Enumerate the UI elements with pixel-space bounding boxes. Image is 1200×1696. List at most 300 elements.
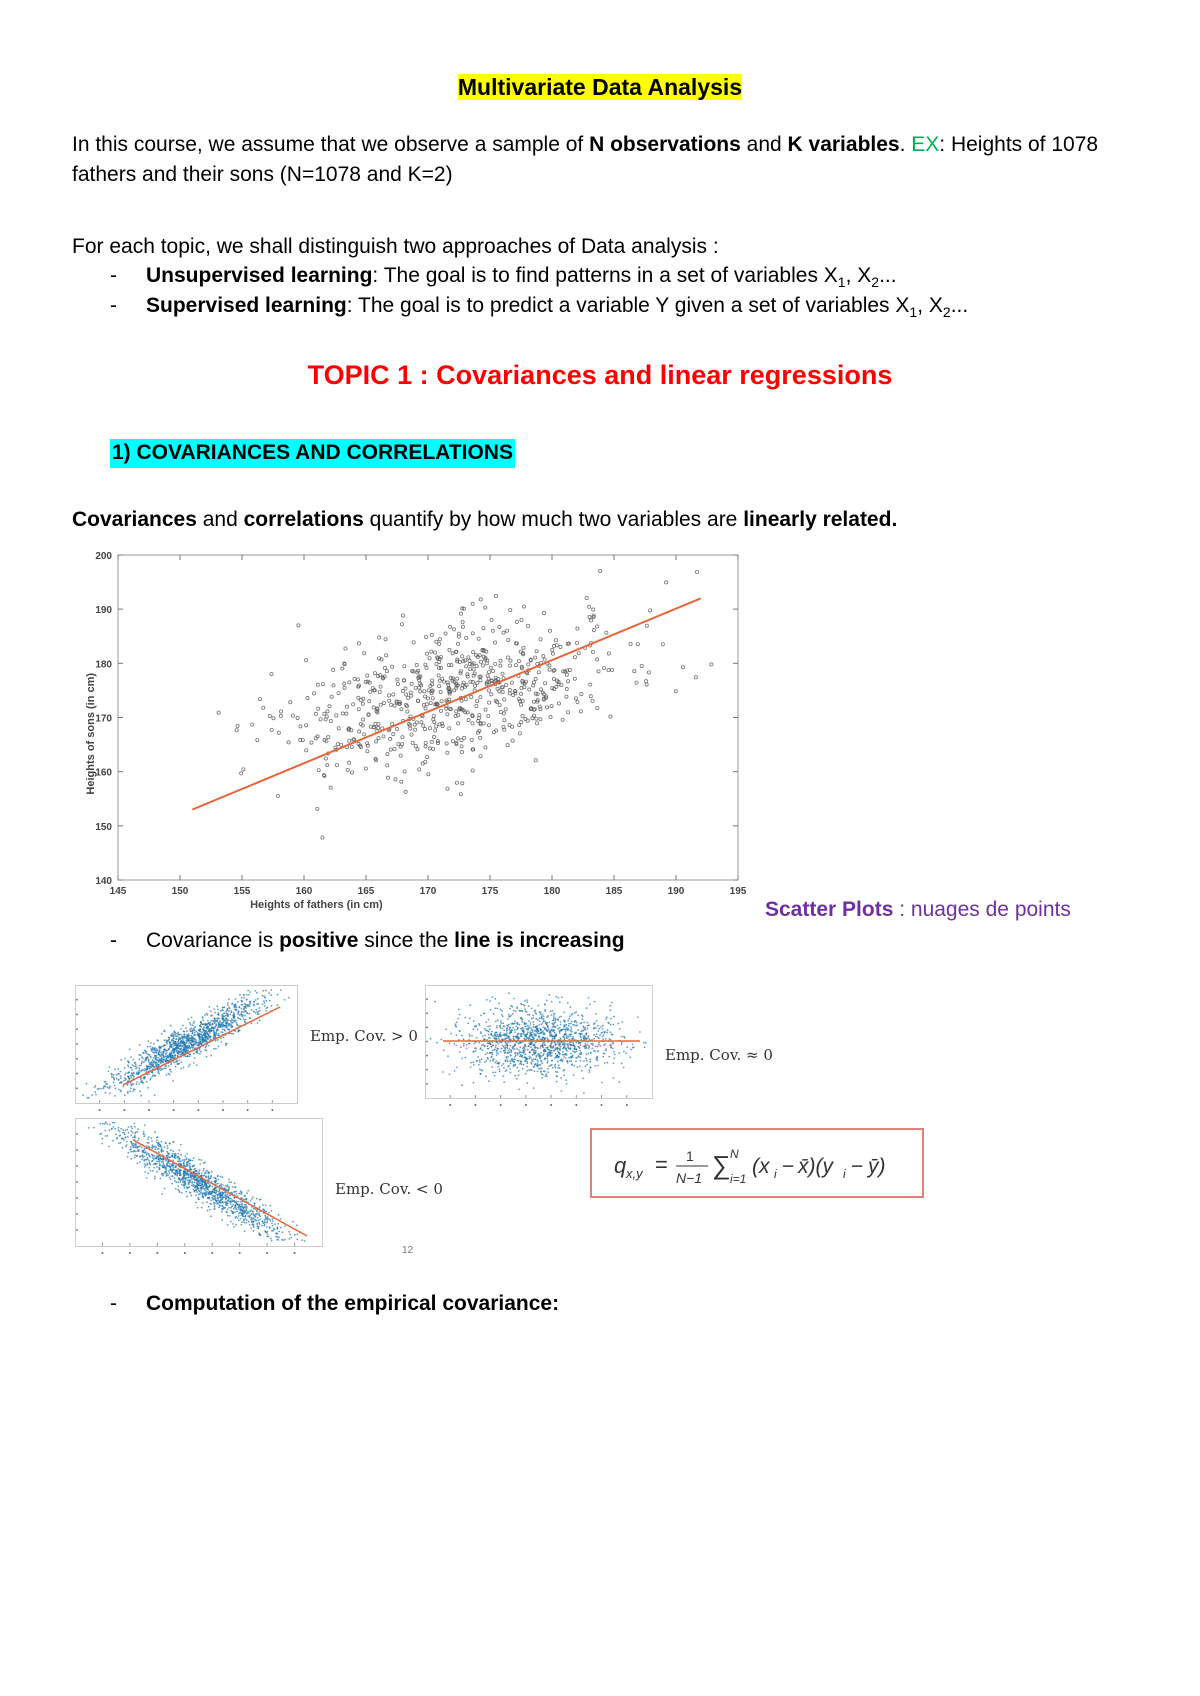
scatter-point — [184, 1034, 186, 1036]
scatter-point — [146, 1081, 148, 1083]
scatter-point — [137, 1067, 139, 1069]
scatter-point — [602, 1028, 604, 1030]
scatter-point — [508, 1050, 510, 1052]
scatter-point — [521, 1019, 523, 1021]
approaches-lead: For each topic, we shall distinguish two approaches of Data analysis : — [72, 235, 719, 258]
scatter-point — [145, 1052, 147, 1054]
scatter-point — [449, 1074, 451, 1076]
x-tick-label: 170 — [419, 886, 437, 897]
scatter-point — [216, 1190, 218, 1192]
scatter-point — [552, 1029, 554, 1031]
scatter-point — [524, 1044, 526, 1046]
tick-label — [266, 1252, 268, 1254]
scatter-point — [509, 1068, 511, 1070]
scatter-point — [559, 1027, 561, 1029]
scatter-point — [145, 1159, 147, 1161]
scatter-point — [125, 1072, 127, 1074]
scatter-point — [154, 1178, 156, 1180]
scatter-point — [165, 1166, 167, 1168]
scatter-point — [180, 1144, 182, 1146]
scatter-point — [198, 1041, 200, 1043]
scatter-point — [203, 1168, 205, 1170]
scatter-point — [202, 1024, 204, 1026]
scatter-point — [171, 1183, 173, 1185]
tick-label — [76, 1197, 78, 1199]
scatter-point — [588, 1071, 590, 1073]
scatter-point — [207, 1189, 209, 1191]
scatter-point — [529, 1024, 531, 1026]
scatter-point — [496, 1062, 498, 1064]
scatter-point — [602, 1025, 604, 1027]
scatter-point — [212, 1027, 214, 1029]
scatter-point — [199, 1049, 201, 1051]
scatter-point — [539, 1013, 541, 1015]
scatter-point — [480, 1031, 482, 1033]
scatter-point — [240, 1193, 242, 1195]
scatter-point — [230, 1181, 232, 1183]
scatter-point — [469, 1034, 471, 1036]
scatter-point — [155, 1063, 157, 1065]
scatter-point — [560, 1016, 562, 1018]
scatter-point — [169, 1169, 171, 1171]
scatter-point — [510, 1054, 512, 1056]
scatter-point — [535, 1012, 537, 1014]
scatter-point — [503, 1029, 505, 1031]
scatter-point — [544, 1058, 546, 1060]
scatter-point — [158, 1053, 160, 1055]
scatter-point — [523, 1052, 525, 1054]
scatter-point — [604, 1032, 606, 1034]
scatter-point — [504, 1060, 506, 1062]
scatter-point — [103, 1086, 105, 1088]
scatter-point — [194, 1187, 196, 1189]
scatter-point — [228, 1186, 230, 1188]
scatter-point — [535, 1010, 537, 1012]
scatter-point — [568, 1036, 570, 1038]
scatter-point — [168, 1065, 170, 1067]
scatter-point — [214, 1017, 216, 1019]
scatter-point — [108, 1129, 110, 1131]
scatter-point — [191, 1036, 193, 1038]
scatter-point — [497, 1019, 499, 1021]
scatter-point — [169, 1176, 171, 1178]
scatter-point — [137, 1162, 139, 1164]
scatter-point — [132, 1059, 134, 1061]
scatter-point — [180, 1061, 182, 1063]
scatter-point — [135, 1065, 137, 1067]
scatter-point — [613, 1077, 615, 1079]
scatter-point — [183, 1041, 185, 1043]
scatter-point — [245, 1204, 247, 1206]
scatter-point — [528, 1026, 530, 1028]
scatter-point — [254, 990, 256, 992]
scatter-point — [246, 999, 248, 1001]
tick-label — [76, 1087, 78, 1089]
scatter-point — [106, 1086, 108, 1088]
scatter-point — [259, 1234, 261, 1236]
scatter-point — [587, 1025, 589, 1027]
scatter-point — [236, 1202, 238, 1204]
scatter-point — [456, 1034, 458, 1036]
scatter-point — [210, 1010, 212, 1012]
list-item: - Unsupervised learning: The goal is to find patterns in a set of variables $X_1$, $X_2$... — [110, 264, 897, 291]
x-tick-label: 190 — [667, 886, 685, 897]
scatter-point — [247, 1005, 249, 1007]
scatter-point — [558, 1064, 560, 1066]
scatter-point — [563, 1075, 565, 1077]
scatter-point — [219, 1200, 221, 1202]
scatter-point — [583, 1092, 585, 1094]
scatter-point — [117, 1127, 119, 1129]
scatter-point — [486, 1045, 488, 1047]
scatter-point — [466, 1048, 468, 1050]
scatter-point — [153, 1043, 155, 1045]
scatter-point — [268, 1212, 270, 1214]
scatter-point — [124, 1094, 126, 1096]
scatter-point — [238, 1213, 240, 1215]
scatter-point — [230, 1207, 232, 1209]
scatter-point — [557, 1025, 559, 1027]
scatter-point — [186, 1191, 188, 1193]
scatter-point — [227, 1215, 229, 1217]
scatter-point — [242, 1215, 244, 1217]
scatter-positive — [75, 985, 305, 1115]
scatter-point — [492, 1050, 494, 1052]
scatter-point — [189, 1166, 191, 1168]
scatter-point — [194, 1034, 196, 1036]
list-item: - Computation of the empirical covariance: — [110, 1292, 560, 1315]
scatter-point — [607, 1062, 609, 1064]
scatter-point — [139, 1059, 141, 1061]
scatter-point — [489, 1000, 491, 1002]
scatter-point — [570, 1053, 572, 1055]
scatter-point — [171, 1046, 173, 1048]
scatter-point — [521, 1056, 523, 1058]
scatter-point — [568, 1057, 570, 1059]
scatter-point — [165, 1160, 167, 1162]
scatter-point — [205, 1184, 207, 1186]
scatter-point — [222, 1032, 224, 1034]
scatter-point — [511, 1058, 513, 1060]
scatter-point — [510, 1072, 512, 1074]
scatter-point — [243, 1018, 245, 1020]
scatter-point — [567, 1020, 569, 1022]
scatter-point — [596, 1033, 598, 1035]
scatter-point — [204, 1014, 206, 1016]
tick-label — [239, 1252, 241, 1254]
scatter-point — [586, 1064, 588, 1066]
scatter-point — [555, 1053, 557, 1055]
scatter-point — [206, 1013, 208, 1015]
scatter-point — [586, 1044, 588, 1046]
scatter-point — [228, 1010, 230, 1012]
scatter-point — [262, 1204, 264, 1206]
scatter-point — [220, 1183, 222, 1185]
scatter-point — [526, 999, 528, 1001]
scatter-point — [575, 1025, 577, 1027]
tick-label — [156, 1252, 158, 1254]
scatter-point — [173, 1062, 175, 1064]
scatter-point — [118, 1089, 120, 1091]
scatter-point — [296, 1233, 298, 1235]
scatter-point — [127, 1129, 129, 1131]
scatter-point — [141, 1147, 143, 1149]
scatter-point — [153, 1052, 155, 1054]
scatter-point — [596, 1059, 598, 1061]
scatter-point — [122, 1086, 124, 1088]
scatter-point — [614, 1054, 616, 1056]
scatter-point — [109, 1066, 111, 1068]
scatter-point — [523, 1064, 525, 1066]
scatter-point — [244, 1212, 246, 1214]
scatter-point — [278, 1236, 280, 1238]
scatter-point — [249, 1210, 251, 1212]
scatter-point — [593, 1023, 595, 1025]
scatter-point — [598, 1037, 600, 1039]
scatter-point — [170, 1054, 172, 1056]
scatter-point — [218, 1046, 220, 1048]
scatter-point — [172, 1165, 174, 1167]
scatter-point — [159, 1163, 161, 1165]
scatter-point — [257, 1022, 259, 1024]
scatter-point — [238, 1208, 240, 1210]
scatter-point — [485, 1075, 487, 1077]
scatter-point — [521, 1010, 523, 1012]
scatter-point — [175, 1155, 177, 1157]
scatter-point — [217, 1183, 219, 1185]
scatter-point — [535, 1027, 537, 1029]
scatter-point — [141, 1155, 143, 1157]
scatter-point — [187, 1049, 189, 1051]
scatter-point — [237, 1025, 239, 1027]
scatter-point — [223, 1029, 225, 1031]
scatter-point — [208, 1045, 210, 1047]
scatter-point — [130, 1087, 132, 1089]
scatter-point — [515, 1010, 517, 1012]
scatter-point — [109, 1092, 111, 1094]
scatter-point — [196, 1051, 198, 1053]
scatter-point — [574, 1046, 576, 1048]
scatter-point — [490, 1033, 492, 1035]
scatter-point — [151, 1147, 153, 1149]
scatter-point — [499, 1024, 501, 1026]
scatter-point — [479, 1024, 481, 1026]
scatter-point — [587, 1036, 589, 1038]
scatter-point — [554, 1038, 556, 1040]
scatter-point — [200, 1051, 202, 1053]
formula-q: q — [614, 1153, 627, 1178]
scatter-point — [277, 1226, 279, 1228]
scatter-point — [220, 1031, 222, 1033]
scatter-point — [157, 1052, 159, 1054]
scatter-point — [480, 1015, 482, 1017]
scatter-point — [623, 1067, 625, 1069]
scatter-point — [510, 1027, 512, 1029]
scatter-point — [220, 1185, 222, 1187]
scatter-point — [613, 1016, 615, 1018]
scatter-point — [284, 1225, 286, 1227]
scatter-point — [514, 1029, 516, 1031]
scatter-point — [509, 1048, 511, 1050]
scatter-point — [179, 1191, 181, 1193]
scatter-point — [195, 1170, 197, 1172]
scatter-point — [609, 1031, 611, 1033]
scatter-point — [206, 1201, 208, 1203]
scatter-point — [170, 1064, 172, 1066]
scatter-point — [215, 1177, 217, 1179]
scatter-point — [208, 1197, 210, 1199]
scatter-point — [277, 994, 279, 996]
scatter-point — [205, 1023, 207, 1025]
scatter-point — [473, 1082, 475, 1084]
scatter-point — [470, 1062, 472, 1064]
scatter-point — [278, 1231, 280, 1233]
scatter-point — [197, 1188, 199, 1190]
scatter-point — [184, 1044, 186, 1046]
scatter-point — [469, 1004, 471, 1006]
scatter-point — [250, 1022, 252, 1024]
scatter-point — [108, 1071, 110, 1073]
scatter-point — [554, 1057, 556, 1059]
tick-label — [550, 1104, 552, 1106]
scatter-point — [193, 1157, 195, 1159]
scatter-point — [152, 1160, 154, 1162]
scatter-point — [565, 1031, 567, 1033]
scatter-point — [272, 1218, 274, 1220]
scatter-point — [139, 1161, 141, 1163]
scatter-point — [563, 1042, 565, 1044]
scatter-point — [555, 1067, 557, 1069]
scatter-point — [128, 1066, 130, 1068]
scatter-point — [228, 1197, 230, 1199]
scatter-point — [169, 1069, 171, 1071]
scatter-point — [233, 1020, 235, 1022]
scatter-point — [235, 1217, 237, 1219]
scatter-point — [204, 1162, 206, 1164]
scatter-point — [570, 1034, 572, 1036]
scatter-point — [517, 1054, 519, 1056]
scatter-point — [243, 1011, 245, 1013]
scatter-point — [244, 1195, 246, 1197]
scatter-point — [149, 1067, 151, 1069]
scatter-point — [136, 1073, 138, 1075]
scatter-point — [265, 1010, 267, 1012]
scatter-point — [226, 1186, 228, 1188]
scatter-point — [169, 1053, 171, 1055]
scatter-point — [500, 1027, 502, 1029]
scatter-point — [568, 1023, 570, 1025]
scatter-point — [192, 1165, 194, 1167]
scatter-point — [541, 1038, 543, 1040]
scatter-point — [200, 1192, 202, 1194]
scatter-point — [526, 1062, 528, 1064]
scatter-point — [598, 1050, 600, 1052]
scatter-point — [159, 1143, 161, 1145]
tick-label — [222, 1109, 224, 1111]
scatter-point — [516, 1042, 518, 1044]
scatter-point — [170, 1057, 172, 1059]
scatter-point — [243, 994, 245, 996]
scatter-point — [454, 1070, 456, 1072]
svg-text:1: 1 — [686, 1148, 694, 1164]
scatter-point — [194, 1021, 196, 1023]
scatter-point — [539, 1011, 541, 1013]
scatter-point — [95, 1085, 97, 1087]
scatter-point — [255, 999, 257, 1001]
scatter-point — [512, 1027, 514, 1029]
scatter-point — [270, 1220, 272, 1222]
scatter-point — [151, 1049, 153, 1051]
scatter-point — [181, 1178, 183, 1180]
scatter-point — [177, 1172, 179, 1174]
scatter-point — [495, 1060, 497, 1062]
scatter-point — [499, 1071, 501, 1073]
scatter-point — [163, 1059, 165, 1061]
scatter-point — [465, 1057, 467, 1059]
scatter-point — [540, 1047, 542, 1049]
scatter-point — [235, 1186, 237, 1188]
scatter-point — [525, 1026, 527, 1028]
scatter-point — [193, 1053, 195, 1055]
scatter-point — [136, 1083, 138, 1085]
scatter-point — [535, 1035, 537, 1037]
scatter-point — [571, 1064, 573, 1066]
scatter-point — [579, 1053, 581, 1055]
scatter-point — [173, 1037, 175, 1039]
scatter-point — [613, 1057, 615, 1059]
scatter-point — [602, 1036, 604, 1038]
scatter-point — [565, 1033, 567, 1035]
scatter-point — [555, 1071, 557, 1073]
scatter-point — [259, 1215, 261, 1217]
scatter-point — [182, 1159, 184, 1161]
scatter-point — [209, 1172, 211, 1174]
scatter-point — [556, 1047, 558, 1049]
tick-label — [426, 998, 428, 1000]
scatter-point — [492, 1060, 494, 1062]
scatter-point — [487, 1026, 489, 1028]
scatter-point — [514, 1044, 516, 1046]
scatter-point — [216, 1024, 218, 1026]
scatter-point — [140, 1078, 142, 1080]
scatter-point — [556, 1075, 558, 1077]
scatter-point — [198, 1171, 200, 1173]
scatter-point — [216, 1020, 218, 1022]
scatter-point — [522, 1068, 524, 1070]
scatter-point — [192, 1024, 194, 1026]
scatter-point — [156, 1141, 158, 1143]
scatter-point — [177, 1181, 179, 1183]
scatter-point — [114, 1128, 116, 1130]
scatter-point — [237, 1031, 239, 1033]
scatter-point — [228, 998, 230, 1000]
scatter-point — [532, 1061, 534, 1063]
scatter-point — [229, 1195, 231, 1197]
scatter-point — [127, 1072, 129, 1074]
scatter-point — [220, 1192, 222, 1194]
scatter-point — [525, 1060, 527, 1062]
scatter-point — [559, 1016, 561, 1018]
scatter-point — [169, 1074, 171, 1076]
scatter-point — [231, 1024, 233, 1026]
scatter-point — [491, 1055, 493, 1057]
scatter-point — [247, 990, 249, 992]
scatter-point — [573, 1065, 575, 1067]
scatter-point — [537, 1028, 539, 1030]
scatter-point — [513, 998, 515, 1000]
scatter-point — [228, 1179, 230, 1181]
scatter-point — [512, 1046, 514, 1048]
